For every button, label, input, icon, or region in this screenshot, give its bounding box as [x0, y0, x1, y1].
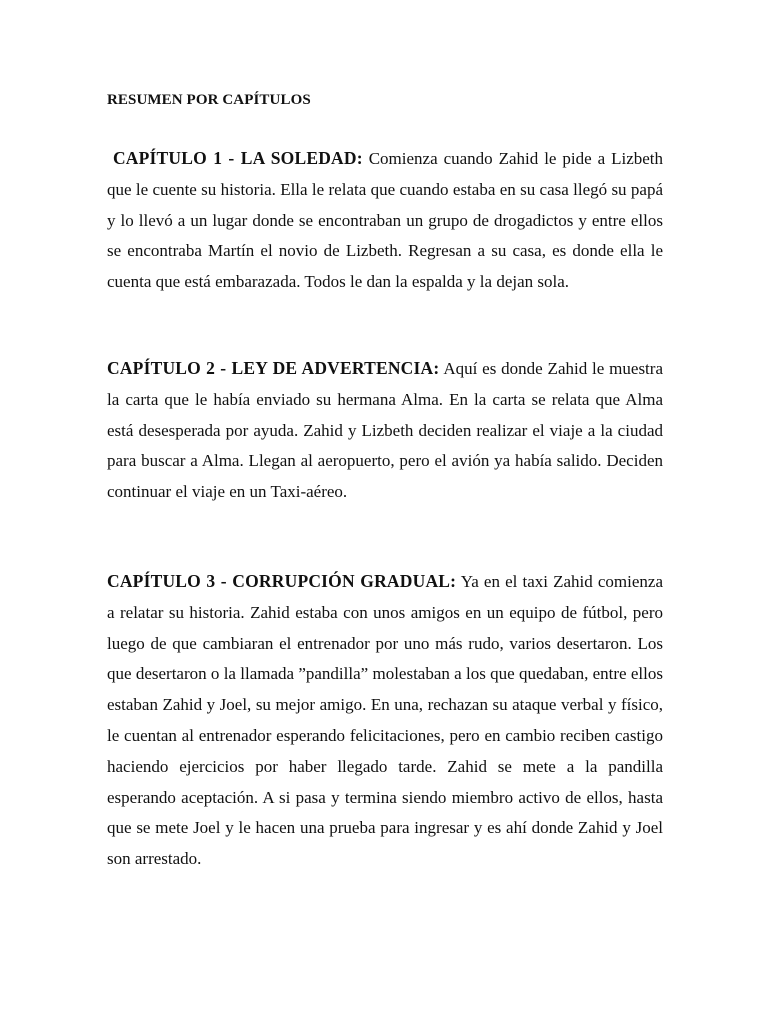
chapter-2-heading: CAPÍTULO 2 - LEY DE ADVERTENCIA:: [107, 358, 440, 378]
chapter-3-paragraph: [107, 566, 663, 875]
chapter-2-paragraph: [107, 353, 663, 508]
chapter-1-paragraph: [107, 143, 663, 298]
document-title: RESUMEN POR CAPÍTULOS: [107, 92, 311, 108]
chapter-3-heading: CAPÍTULO 3 - CORRUPCIÓN GRADUAL:: [107, 571, 457, 591]
chapter-1-heading: CAPÍTULO 1 - LA SOLEDAD:: [112, 148, 363, 168]
chapter-1-body: Comienza cuando Zahid le pide a Lizbeth que le cuente su historia. Ella le relata que cuando estaba en su casa llegó su papá y lo llevó a un lugar donde se encontraban un grupo de drogadictos y entre ellos se encontraba Martín el novio de Lizbeth. Regresan a su casa, es donde ella le cuenta que está embarazada. Todos le dan la espalda y la dejan sola.: [107, 149, 664, 292]
chapter-2-body: Aquí es donde Zahid le muestra la carta que le había enviado su hermana Alma. En la carta se relata que Alma está desesperada por ayuda. Zahid y Lizbeth deciden realizar el viaje a la ciudad para buscar a Alma. Llegan al aeropuerto, pero el avión ya había salido. Deciden continuar el viaje en un Taxi-aéreo.: [107, 359, 663, 502]
chapter-3-body: Ya en el taxi Zahid comienza a relatar su historia. Zahid estaba con unos amigos en un equipo de fútbol, pero luego de que cambiaran el entrenador por uno más rudo, varios desertaron. Los que desertaron o la llamada ”pandilla” molestaban a los que quedaban, entre ellos estaban Zahid y Joel, su mejor amigo. En una, rechazan su ataque verbal y físico, le cuentan al entrenador esperando felicitaciones, pero en cambio reciben castigo haciendo ejercicios por haber llegado tarde. Zahid se mete a la pandilla esperando aceptación. A si pasa y termina siendo miembro activo de ellos, hasta que se mete Joel y le hacen una prueba para ingresar y es ahí donde Zahid y Joel son arrestado.: [107, 572, 663, 869]
